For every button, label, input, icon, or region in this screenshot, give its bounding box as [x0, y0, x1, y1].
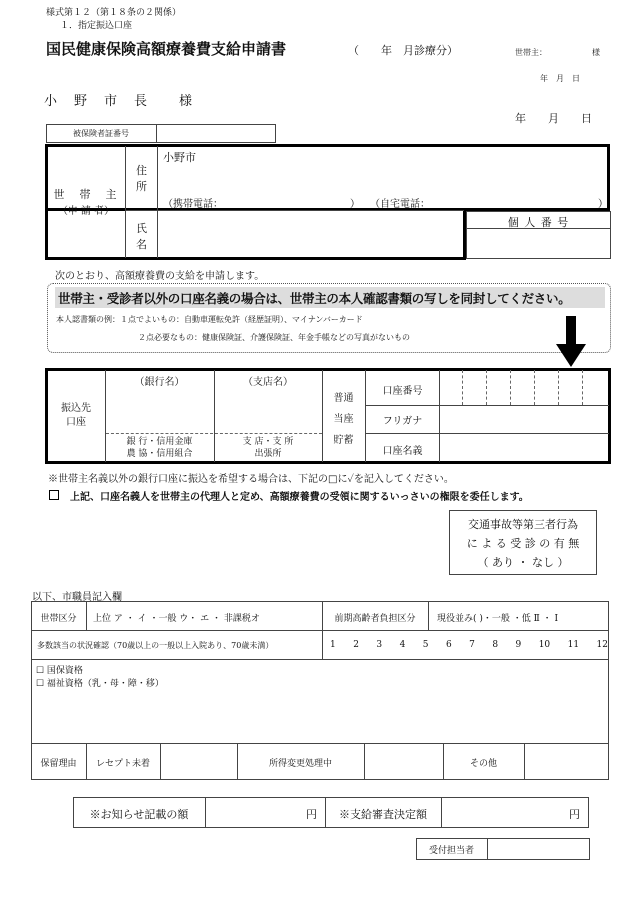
- reception-label: 受付担当者: [428, 846, 474, 856]
- householder-suffix: 様: [592, 48, 600, 57]
- name-label: 氏 名: [136, 222, 147, 251]
- notice-intro: 次のとおり、高額療養費の支給を申請します。: [55, 271, 265, 282]
- applicant-role: 世 帯 主: [53, 188, 119, 201]
- month-list: [330, 640, 608, 650]
- account-holder-label: 口座名義: [382, 446, 423, 457]
- name-input[interactable]: [162, 214, 457, 254]
- decision-amount-label: ※支給審査決定額: [339, 808, 427, 821]
- reception-input[interactable]: [492, 843, 586, 855]
- third-party-line2: に よ る 受 診 の 有 無: [466, 537, 580, 550]
- income-change: 所得変更処理中: [268, 759, 332, 769]
- month-4[interactable]: 4: [399, 640, 406, 650]
- date-line[interactable]: 年 月 日: [515, 112, 592, 125]
- third-party-line1: 交通事故等第三者行為: [468, 518, 578, 531]
- top-date: 年 月 日: [540, 74, 580, 83]
- notice-line2: ２点必要なもの：健康保険証、介護保険証、年金手帳などの写真がないもの: [138, 333, 410, 342]
- insured-number-input[interactable]: [162, 128, 272, 140]
- account-number-input[interactable]: [441, 372, 607, 403]
- applicant-role-sub: （申 請 者）: [57, 206, 115, 217]
- form-variant: １．指定振込口座: [60, 21, 133, 31]
- month-10[interactable]: 10: [538, 640, 551, 650]
- branch-name-input[interactable]: [217, 388, 319, 430]
- yen-2: 円: [569, 808, 580, 821]
- insured-number-label: 被保険者証番号: [73, 129, 129, 138]
- account-number-label: 口座番号: [382, 386, 423, 397]
- period-field[interactable]: （ 年 月診療分）: [348, 44, 458, 57]
- account-holder-input[interactable]: [441, 435, 607, 461]
- arrow-down-icon: [556, 316, 586, 368]
- month-8[interactable]: 8: [492, 640, 499, 650]
- month-3[interactable]: 3: [376, 640, 383, 650]
- bank-name-input[interactable]: [108, 388, 212, 430]
- office-table: [31, 601, 609, 780]
- address-label: 住 所: [136, 164, 147, 193]
- month-11[interactable]: 11: [567, 640, 580, 650]
- elderly-options[interactable]: 現役並み( )・一般 ・低 Ⅱ ・ Ⅰ: [437, 614, 558, 624]
- personal-number-label: 個 人 番 号: [507, 216, 570, 229]
- delegation-checkbox[interactable]: [49, 490, 59, 500]
- bank-name-label: （銀行名）: [134, 377, 185, 388]
- office-heading: 以下、市職員記入欄: [32, 592, 122, 603]
- personal-number-input[interactable]: [468, 230, 608, 257]
- notice-highlight: 世帯主・受診者以外の口座名義の場合は、世帯主の本人確認書類の写しを同封してください。: [58, 291, 571, 306]
- month-2[interactable]: 2: [353, 640, 359, 650]
- branch-types[interactable]: 支 店・支 所 出張所: [242, 437, 294, 459]
- month-7[interactable]: 7: [469, 640, 475, 650]
- third-party-options[interactable]: （ あり ・ なし ）: [477, 556, 569, 569]
- mobile-phone-field[interactable]: （携帯電話：: [163, 199, 223, 210]
- delegation-text: 上記、口座名義人を世帯主の代理人と定め、高額療養費の受領に関するいっさいの権限を委任します。: [70, 492, 529, 503]
- notice-line1: 本人認書類の例：１点でよいもの：自動車運転免許（経歴証明）、マイナンバーカード: [56, 315, 363, 324]
- furigana-label: フリガナ: [382, 416, 423, 427]
- yen-1: 円: [306, 808, 317, 821]
- delegation-note: ※世帯主名義以外の銀行口座に振込を希望する場合は、下記の□に✓を記入してください。: [48, 474, 454, 485]
- check-kokuho[interactable]: ☐ 国保資格: [36, 666, 83, 676]
- form-number: 様式第１２（第１８条の２関係）: [46, 8, 182, 18]
- multiple-label: 多数該当の状況確認（70歳以上の一般以上入院あり、70歳未満）: [37, 641, 274, 650]
- month-9[interactable]: 9: [515, 640, 522, 650]
- destination-label: 振込先 口座: [61, 403, 91, 428]
- home-close: ）: [598, 199, 608, 210]
- householder-label: 世帯主：: [515, 48, 547, 57]
- elderly-label: 前期高齢者負担区分: [334, 614, 416, 624]
- bank-types[interactable]: 銀 行・信用金庫 農 協・信用組合: [126, 437, 193, 459]
- month-6[interactable]: 6: [445, 640, 452, 650]
- receipt-pending: レセプト未着: [95, 759, 150, 769]
- home-phone-field[interactable]: （自宅電話：: [370, 199, 430, 210]
- month-12[interactable]: 12: [596, 640, 608, 650]
- household-class-label: 世帯区分: [40, 614, 77, 624]
- addressee: 小 野 市 長 様: [44, 94, 195, 109]
- hold-reason-label: 保留理由: [40, 759, 77, 769]
- page-title: 国民健康保険高額療養費支給申請書: [46, 40, 287, 58]
- notice-amount-label: ※お知らせ記載の額: [89, 808, 189, 821]
- account-types[interactable]: 普通 当座 貯蓄: [333, 393, 354, 446]
- month-5[interactable]: 5: [422, 640, 429, 650]
- month-1[interactable]: 1: [330, 640, 336, 650]
- furigana-input[interactable]: [441, 407, 607, 431]
- check-welfare[interactable]: ☐ 福祉資格（乳・母・障・移）: [36, 679, 164, 689]
- mobile-close: ）: [350, 199, 360, 210]
- address-input[interactable]: 小野市: [163, 151, 196, 164]
- branch-name-label: （支店名）: [243, 377, 293, 388]
- other-label: その他: [469, 759, 497, 769]
- household-class-options[interactable]: 上位 ア ・ イ ・一般 ウ・ エ ・ 非課税オ: [93, 614, 260, 624]
